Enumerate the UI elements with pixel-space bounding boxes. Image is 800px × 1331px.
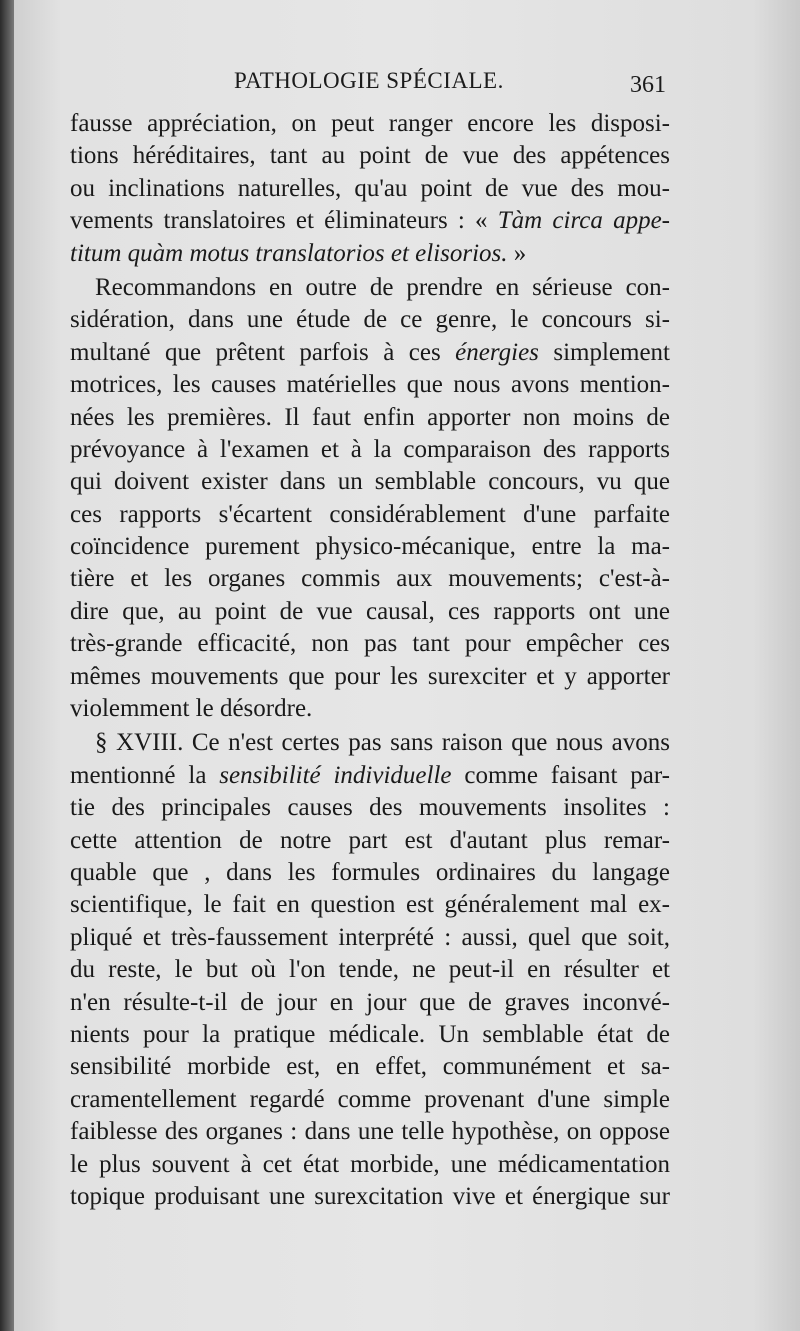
page-number: 361	[630, 72, 666, 98]
latin-quote: Tàm circa appe-	[497, 207, 670, 235]
text-line: topique produisant une surexcitation vive et énergique sur	[70, 1182, 670, 1210]
text-line: très-grande efficacité, non pas tant pour empêcher ces	[70, 630, 670, 658]
text-line: nients pour la pratique médicale. Un semblable état de	[70, 1020, 670, 1048]
running-title: PATHOLOGIE SPÉCIALE.	[234, 68, 504, 93]
paragraph-2	[70, 272, 670, 725]
text-line: tière et les organes commis aux mouvements; c'est-à-	[70, 565, 670, 593]
text-line: mêmes mouvements que pour les surexciter et y apporter	[70, 662, 670, 690]
text-line: n'en résulte-t-il de jour en jour que de graves inconvé-	[70, 988, 670, 1016]
text-line: sensibilité morbide est, en effet, communément et sa-	[70, 1053, 670, 1081]
text-run: multané que prêtent parfois à ces	[70, 338, 456, 366]
text-line-mixed	[70, 205, 670, 237]
text-run: »	[507, 239, 527, 267]
text-line-mixed	[70, 337, 670, 369]
text-line: ou inclinations naturelles, qu'au point de vue des mou-	[70, 174, 670, 202]
book-page	[14, 0, 800, 1331]
text-line: faiblesse des organes : dans une telle hypothèse, on oppose	[70, 1118, 670, 1146]
text-line: pliqué et très-faussement interprété : aussi, quel que soit,	[70, 923, 670, 951]
text-line: cette attention de notre part est d'autant plus remar-	[70, 826, 670, 854]
text-line: sidération, dans une étude de ce genre, le concours si-	[70, 306, 670, 334]
emphasis-term: sensibilité individuelle	[219, 761, 452, 789]
section-line: § XVIII. Ce n'est certes pas sans raison que nous avons	[95, 729, 670, 757]
text-line: tie des principales causes des mouvements insolites :	[70, 794, 670, 822]
text-line: tions héréditaires, tant au point de vue des appétences	[70, 142, 670, 170]
text-line: coïncidence purement physico-mécanique, entre la ma-	[70, 533, 670, 561]
text-line: le plus souvent à cet état morbide, une médicamentation	[70, 1150, 670, 1178]
text-line: scientifique, le fait en question est généralement mal ex-	[70, 891, 670, 919]
emphasis-term: énergies	[455, 338, 539, 366]
binding-gutter	[0, 0, 14, 1331]
text-line-mixed	[70, 760, 670, 792]
text-line: ces rapports s'écartent considérablement d'une parfaite	[70, 500, 670, 528]
text-run: comme faisant par-	[451, 761, 671, 789]
text-line: motrices, les causes matérielles que nous avons mention-	[70, 371, 670, 399]
text-line: du reste, le but où l'on tende, ne peut-il en résulter et	[70, 956, 670, 984]
latin-quote: titum quàm motus translatorios et elisorios.	[70, 239, 508, 267]
text-run: simplement	[538, 338, 670, 366]
text-line: dire que, au point de vue causal, ces rapports ont une	[70, 597, 670, 625]
paragraph-3	[70, 727, 670, 1213]
paragraph-1	[70, 108, 670, 270]
text-run: vements translatoires et éliminateurs : «	[70, 207, 498, 235]
text-line: violemment le désordre.	[70, 695, 313, 723]
page-header	[14, 64, 800, 104]
text-line: cramentellement regardé comme provenant d'une simple	[70, 1085, 670, 1113]
text-line: quable que , dans les formules ordinaires du langage	[70, 858, 670, 886]
text-line: fausse appréciation, on peut ranger encore les disposi-	[70, 110, 670, 137]
text-line: Recommandons en outre de prendre en sérieuse con-	[95, 273, 670, 301]
text-line: prévoyance à l'examen et à la comparaison des rapports	[70, 435, 670, 463]
text-run: mentionné la	[70, 761, 220, 789]
body-text	[70, 108, 670, 1213]
text-line: qui doivent exister dans un semblable concours, vu que	[70, 468, 670, 496]
text-line-mixed	[70, 238, 670, 270]
text-line: nées les premières. Il faut enfin apporter non moins de	[70, 403, 670, 431]
